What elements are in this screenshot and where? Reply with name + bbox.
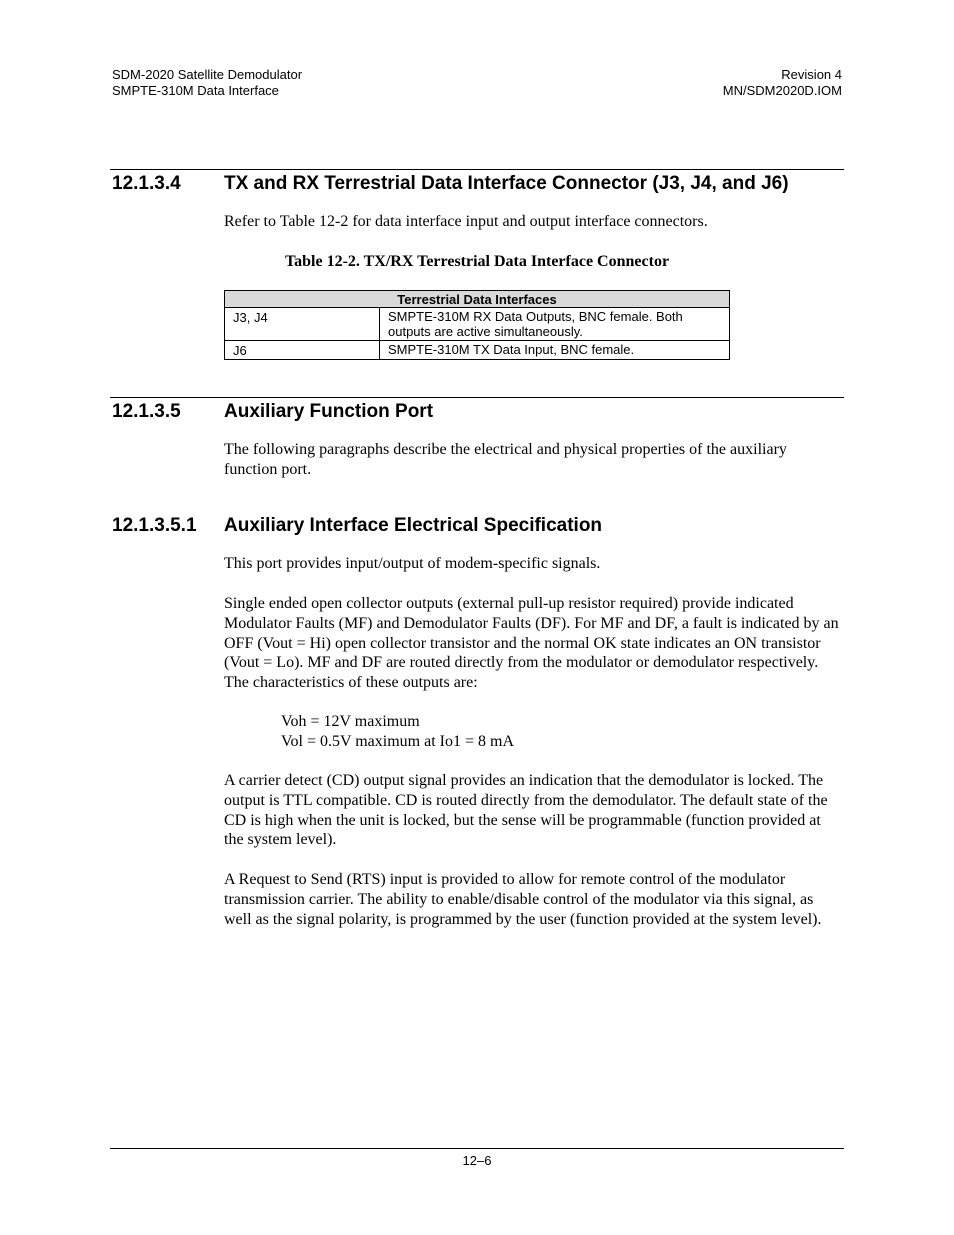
section-number: 12.1.3.4: [112, 173, 181, 194]
description-cell: SMPTE-310M RX Data Outputs, BNC female. Both outputs are active simultaneously.: [380, 308, 730, 341]
header-left: [112, 67, 302, 99]
terrestrial-interfaces-table: [224, 290, 730, 360]
table-caption: Table 12-2. TX/RX Terrestrial Data Interface Connector: [284, 253, 670, 270]
header-doc-id: MN/SDM2020D.IOM: [722, 83, 842, 98]
subsection-number: 12.1.3.5.1: [112, 515, 197, 536]
header-chapter: SMPTE-310M Data Interface: [112, 83, 279, 98]
header-product: SDM-2020 Satellite Demodulator: [112, 67, 303, 82]
section-rule: [110, 397, 844, 398]
table-row: [225, 341, 730, 360]
paragraph: Single ended open collector outputs (external pull-up resistor required) provide indicated Modulator Faults (MF) and Demodulator Faults (DF). For MF and DF, a fault is indicated by an OFF (Vout = Hi) open collector transistor and the normal OK state indicates an ON transistor (Vout = Lo). MF and DF are routed directly from the modulator or demodulator respectively. The characteristics of these outputs are:: [224, 595, 839, 692]
table-row: [225, 308, 730, 341]
section-title: Auxiliary Function Port: [224, 401, 434, 422]
footer-rule: [110, 1148, 844, 1149]
table-header: Terrestrial Data Interfaces: [225, 291, 730, 308]
paragraph: A Request to Send (RTS) input is provided to allow for remote control of the modulator transmission carrier. The ability to enable/disable control of the modulator via this signal, as well as the signal polarity, is programmed by the user (function provided at the system level).: [224, 871, 822, 928]
section-number: 12.1.3.5: [112, 401, 181, 422]
spec-voh: Voh = 12V maximum: [281, 713, 420, 730]
header-right: [723, 67, 842, 99]
table-header-row: [225, 291, 730, 308]
spec-vol: Vol = 0.5V maximum at Io1 = 8 mA: [281, 733, 515, 750]
section-title: TX and RX Terrestrial Data Interface Connector (J3, J4, and J6): [224, 173, 789, 194]
connector-cell: J3, J4: [225, 308, 380, 341]
section-intro: Refer to Table 12-2 for data interface input and output interface connectors.: [224, 213, 708, 230]
section-paragraph: The following paragraphs describe the electrical and physical properties of the auxiliary function port.: [224, 441, 787, 478]
page-number: 12–6: [462, 1153, 492, 1168]
paragraph: A carrier detect (CD) output signal provides an indication that the demodulator is locked. The output is TTL compatible. CD is routed directly from the demodulator. The default state of the CD is high when the unit is locked, but the sense will be programmable (function provided at the system level).: [224, 772, 828, 849]
section-rule: [110, 169, 844, 170]
connector-cell: J6: [225, 341, 380, 360]
paragraph: This port provides input/output of modem-specific signals.: [224, 555, 601, 572]
subsection-title: Auxiliary Interface Electrical Specification: [224, 515, 603, 536]
description-cell: SMPTE-310M TX Data Input, BNC female.: [380, 341, 730, 360]
header-revision: Revision 4: [781, 67, 842, 82]
